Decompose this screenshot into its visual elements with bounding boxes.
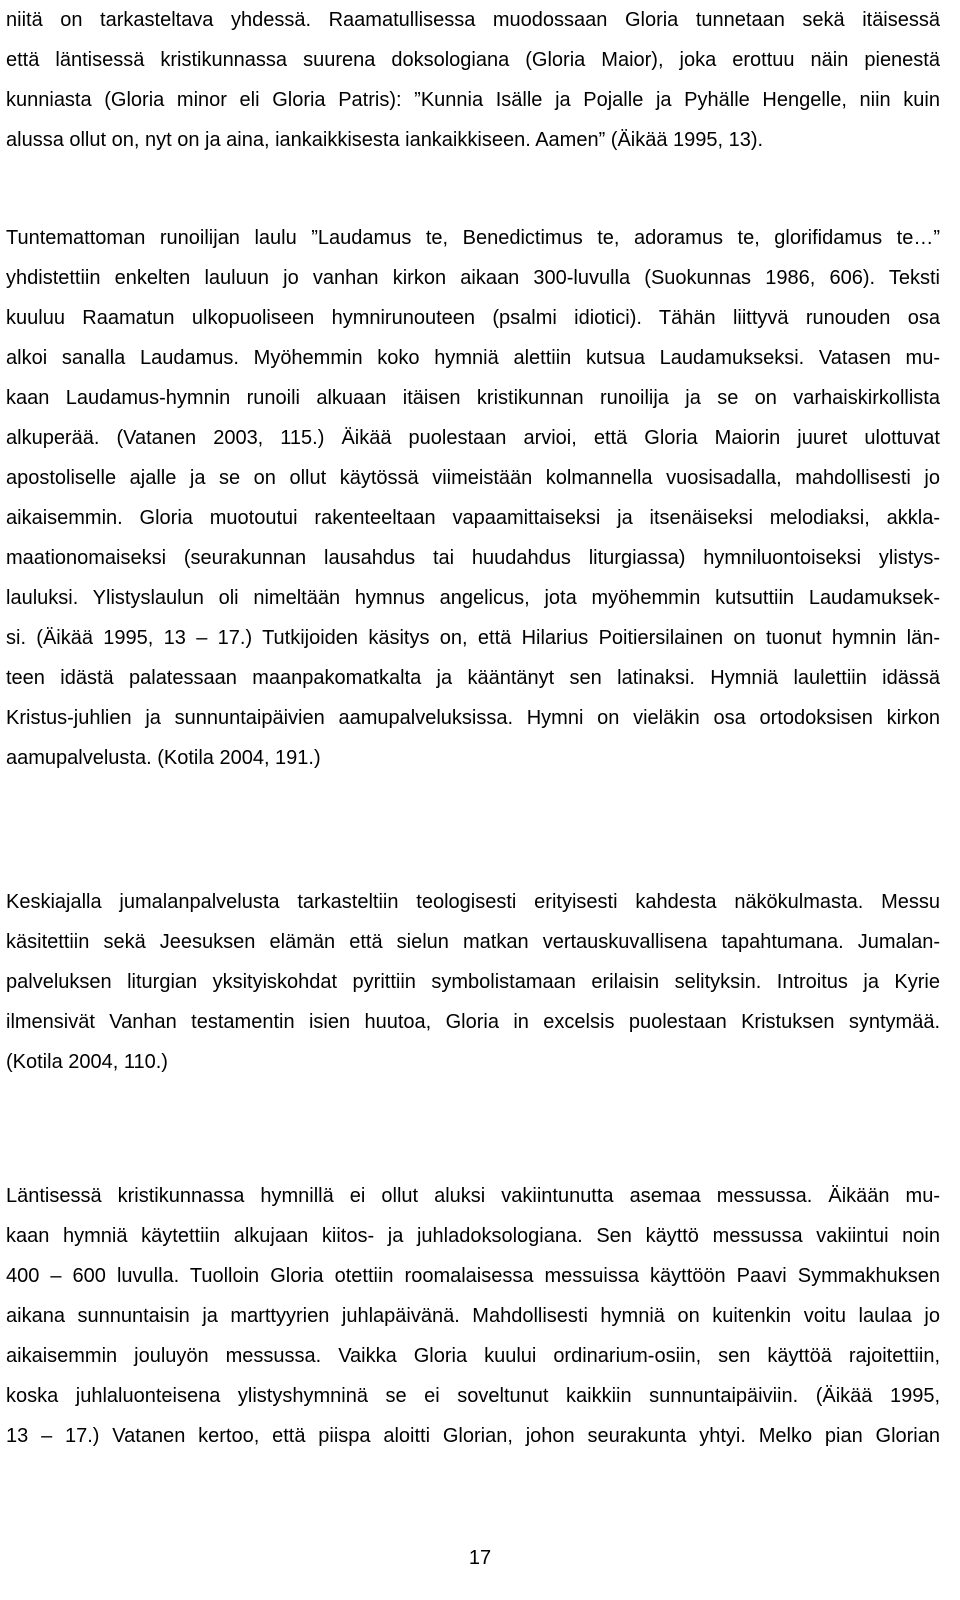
page-number: 17 <box>468 1547 492 1569</box>
text-line: käsitettiin sekä Jeesuksen elämän että sielun matkan vertauskuvallisena tapahtumana. Jumalan- <box>6 931 940 953</box>
text-line: kaan Laudamus-hymnin runoili alkuaan itäisen kristikunnan runoilija ja se on varhaiskirkollista <box>6 387 940 409</box>
text-line: yhdistettiin enkelten lauluun jo vanhan kirkon aikaan 300-luvulla (Suokunnas 1986, 606). Teksti <box>6 267 940 289</box>
text-line: alussa ollut on, nyt on ja aina, iankaikkisesta iankaikkiseen. Aamen” (Äikää 1995, 13). <box>6 129 764 151</box>
paragraph-middle-ages <box>6 882 940 1082</box>
text-line: alkuperää. (Vatanen 2003, 115.) Äikää puolestaan arvioi, että Gloria Maiorin juuret ulottuvat <box>6 427 940 449</box>
text-line: Läntisessä kristikunnassa hymnillä ei ollut aluksi vakiintunutta asemaa messussa. Äikään mu- <box>6 1185 940 1207</box>
text-line: aikaisemmin. Gloria muotoutui rakenteeltaan vapaamittaiseksi ja itsenäiseksi melodiaksi, akkla- <box>6 507 940 529</box>
text-line: kaan hymniä käytettiin alkujaan kiitos- ja juhladoksologiana. Sen käyttö messussa vakiintui noin <box>6 1225 940 1247</box>
text-line: Keskiajalla jumalanpalvelusta tarkasteltiin teologisesti erityisesti kahdesta näkökulmasta. Messu <box>6 891 940 913</box>
text-line: lauluksi. Ylistyslaulun oli nimeltään hymnus angelicus, jota myöhemmin kutsuttiin Laudamuksek- <box>6 587 940 609</box>
text-line: alkoi sanalla Laudamus. Myöhemmin koko hymniä alettiin kutsua Laudamukseksi. Vatasen mu- <box>6 347 940 369</box>
text-line: aikana sunnuntaisin ja marttyyrien juhlapäivänä. Mahdollisesti hymniä on kuitenkin voitu laulaa jo <box>6 1305 940 1327</box>
paragraph-gloria-forms <box>6 0 940 160</box>
text-line: kuuluu Raamatun ulkopuoliseen hymnirunouteen (psalmi idiotici). Tähän liittyvä runouden osa <box>6 307 940 329</box>
text-line: teen idästä palatessaan maanpakomatkalta ja kääntänyt sen latinaksi. Hymniä laulettiin idässä <box>6 667 940 689</box>
text-line: (Kotila 2004, 110.) <box>6 1051 168 1073</box>
text-line: että läntisessä kristikunnassa suurena doksologiana (Gloria Maior), joka erottuu näin pienestä <box>6 49 940 71</box>
text-line: Tuntemattoman runoilijan laulu ”Laudamus te, Benedictimus te, adoramus te, glorifidamus te…” <box>6 227 940 249</box>
text-line: niitä on tarkasteltava yhdessä. Raamatullisessa muodossaan Gloria tunnetaan sekä itäisessä <box>6 9 940 31</box>
text-line: apostoliselle ajalle ja se on ollut käytössä viimeistään kolmannella vuosisadalla, mahdollisesti jo <box>6 467 940 489</box>
text-line: maationomaiseksi (seurakunnan lausahdus tai huudahdus liturgiassa) hymniluontoiseksi ylistys- <box>6 547 940 569</box>
text-line: ilmensivät Vanhan testamentin isien huutoa, Gloria in excelsis puolestaan Kristuksen syntymää. <box>6 1011 940 1033</box>
text-line: koska juhlaluonteisena ylistyshymninä se ei soveltunut kaikkiin sunnuntaipäiviin. (Äikää 1995, <box>6 1385 940 1407</box>
text-line: Kristus-juhlien ja sunnuntaipäivien aamupalveluksissa. Hymni on vieläkin osa ortodoksisen kirkon <box>6 707 940 729</box>
text-line: 13 – 17.) Vatanen kertoo, että piispa aloitti Glorian, johon seurakunta yhtyi. Melko pian Glorian <box>6 1425 940 1447</box>
text-line: kunniasta (Gloria minor eli Gloria Patris): ”Kunnia Isälle ja Pojalle ja Pyhälle Hengelle, niin kuin <box>6 89 940 111</box>
text-line: aamupalvelusta. (Kotila 2004, 191.) <box>6 747 321 769</box>
text-line: aikaisemmin jouluyön messussa. Vaikka Gloria kuului ordinarium-osiin, sen käyttöä rajoitettiin, <box>6 1345 940 1367</box>
text-line: si. (Äikää 1995, 13 – 17.) Tutkijoiden käsitys on, että Hilarius Poitiersilainen on tuonut hymnin län- <box>6 627 940 649</box>
text-line: 400 – 600 luvulla. Tuolloin Gloria otettiin roomalaisessa messuissa käyttöön Paavi Symmakhuksen <box>6 1265 940 1287</box>
paragraph-laudamus <box>6 218 940 778</box>
text-line: palveluksen liturgian yksityiskohdat pyrittiin symbolistamaan erilaisin selityksin. Introitus ja Kyrie <box>6 971 940 993</box>
paragraph-western-church <box>6 1176 940 1456</box>
